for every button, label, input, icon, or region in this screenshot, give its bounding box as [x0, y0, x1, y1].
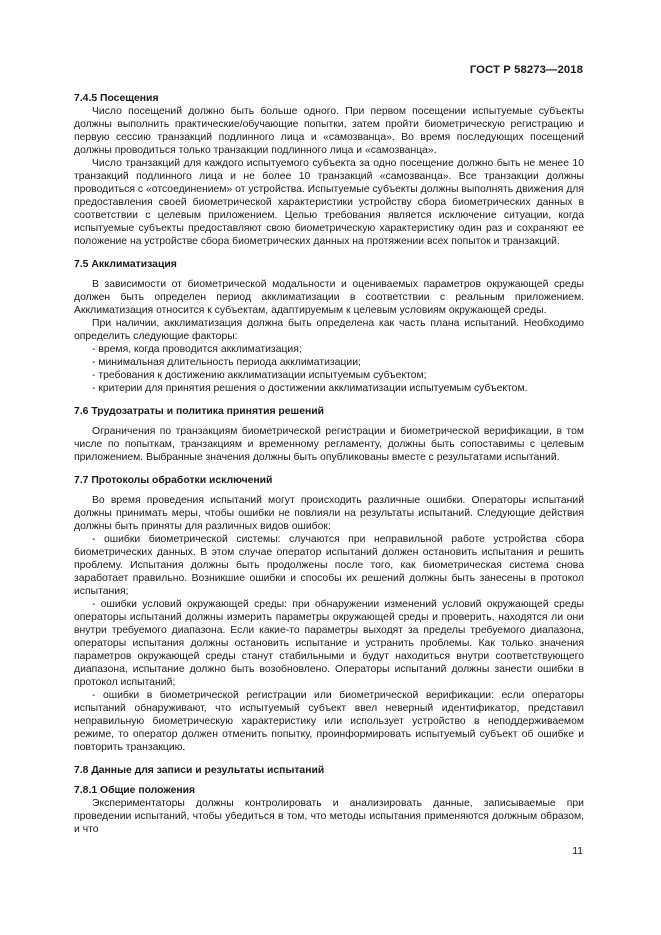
paragraph: Число транзакций для каждого испытуемого субъекта за одно посещение должно быть не менее 10 транзакций подлинного лица и не более 10 транзакций «самозванца». Все транзакции должны проводиться с «отсоединением» от устройства. Испытуемые субъекты должны выполнять движения для предоставления своей биометрической характеристики устройству сбора биометрических данных в соответствии с целевым приложением. Целью требования является исключение ситуации, когда испытуемые субъекты предоставляют свою биометрическую характеристику один раз и сохраняют ее положение на устройстве сбора биометрических данных на протяжении всех попыток и транзакций. — [74, 158, 584, 247]
page-number: 11 — [572, 846, 583, 857]
section-heading: 7.5 Акклиматизация — [74, 259, 177, 270]
paragraph: Во время проведения испытаний могут происходить различные ошибки. Операторы испытаний должны принимать меры, чтобы ошибки не повлияли на результаты испытаний. Следующие действия должны быть приняты для различных видов ошибок: — [74, 495, 584, 532]
paragraph: - ошибки в биометрической регистрации или биометрической верификации: если операторы испытаний обнаруживают, что испытуемый субъект ввел неверный идентификатор, представил неправильную биометрическую характеристику или использует устройство в неподдерживаемом режиме, то оператор должен отменить попытку, проинформировать испытуемый субъект об ошибке и повторить транзакцию. — [74, 690, 584, 753]
paragraph: При наличии, акклиматизация должна быть определена как часть плана испытаний. Необходимо определить следующие факторы: — [74, 318, 584, 342]
section-heading: 7.4.5 Посещения — [74, 93, 159, 104]
paragraph: Ограничения по транзакциям биометрической регистрации и биометрической верификации, в том числе по попыткам, транзакциям и временному регламенту, должны быть сопоставимы с целевым приложением. Выбранные значения должны быть опубликованы вместе с результатами испытаний. — [74, 426, 584, 463]
paragraph: - ошибки биометрической системы: случаются при неправильной работе устройства сбора биометрических данных. В этом случае оператор испытаний должен остановить испытания и решить проблему. Испытания должны быть продолжены после того, как биометрическая система снова заработает правильно. Возникшие ошибки и способы их решений должны быть занесены в протокол испытания; — [74, 534, 584, 597]
paragraph: Число посещений должно быть больше одного. При первом посещении испытуемые субъекты должны выполнить практические/обучающие попытки, затем пройти биометрическую регистрацию и первую сессию транзакций подлинного лица и «самозванца». Во время последующих посещений должны проводиться только транзакции подлинного лица и «самозванца». — [74, 106, 584, 156]
section-heading: 7.8.1 Общие положения — [74, 785, 196, 796]
paragraph: В зависимости от биометрической модальности и оцениваемых параметров окружающей среды должен быть определен период акклиматизации в соответствии с реальным приложением. Акклиматизация относится к субъектам, адаптируемым к целевым условиям окружающей среды. — [74, 279, 584, 316]
section-heading: 7.6 Трудозатраты и политика принятия решений — [74, 406, 325, 417]
section-heading: 7.8 Данные для записи и результаты испытаний — [74, 765, 325, 776]
list-item: - критерии для принятия решения о достижении акклиматизации испытуемым субъектом. — [92, 383, 528, 394]
document-body — [74, 92, 584, 836]
list-item: - минимальная длительность периода акклиматизации; — [92, 357, 361, 368]
paragraph: - ошибки условий окружающей среды: при обнаружении изменений условий окружающей среды операторы испытаний должны измерить параметры окружающей среды и проверить, находятся ли они внутри требуемого диапазона. Если какие-то параметры выходят за пределы требуемого диапазона, операторы испытания должны остановить испытание и устранить проблемы. Как только значения параметров окружающей среды станут стабильными и будут находиться внутри соответствующего диапазона, испытание должно быть возобновлено. Операторы испытаний должны занести ошибки в протокол испытаний; — [74, 599, 584, 688]
paragraph: Экспериментаторы должны контролировать и анализировать данные, записываемые при проведении испытаний, чтобы убедиться в том, что методы испытания применяются должным образом, и что — [74, 798, 584, 835]
factor-list — [74, 343, 584, 395]
list-item: - требования к достижению акклиматизации испытуемым субъектом; — [92, 370, 427, 381]
section-heading: 7.7 Протоколы обработки исключений — [74, 475, 273, 486]
list-item: - время, когда проводится акклиматизация; — [92, 344, 302, 355]
standard-header: ГОСТ Р 58273—2018 — [469, 64, 583, 76]
